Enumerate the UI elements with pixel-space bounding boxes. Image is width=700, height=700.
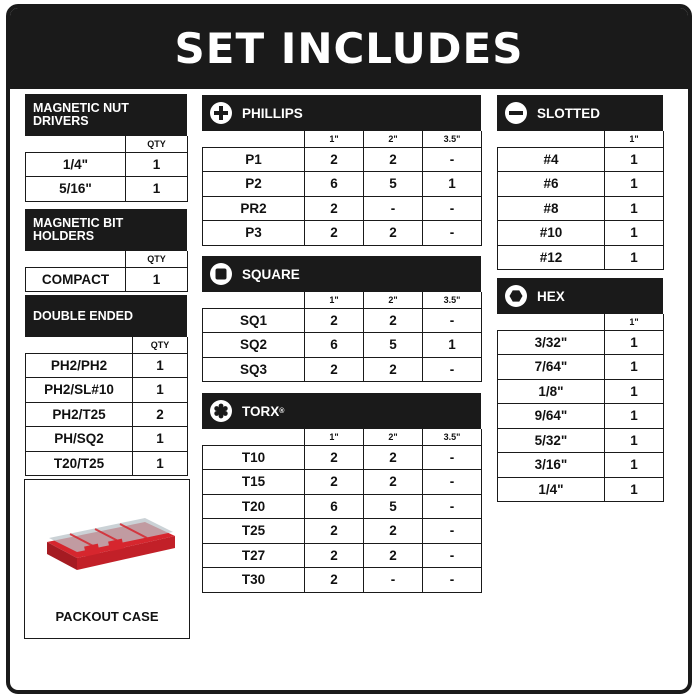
item-name-cell: T30 — [203, 568, 305, 593]
item-name-cell: PH2/SL#10 — [26, 378, 133, 403]
quantity-cell: - — [423, 147, 482, 172]
table-row — [203, 357, 482, 382]
item-name-cell: 1/8" — [498, 379, 605, 404]
double-ended-header: DOUBLE ENDED — [25, 295, 187, 337]
quantity-cell: 2 — [364, 147, 423, 172]
column-header-row — [26, 337, 188, 353]
table-row — [26, 177, 188, 202]
table-row — [498, 196, 664, 221]
quantity-cell: 1 — [126, 267, 188, 292]
table-row — [498, 330, 664, 355]
column-header-blank — [26, 251, 126, 267]
quantity-cell: 2 — [305, 519, 364, 544]
slotted-icon — [505, 102, 527, 124]
item-name-cell: #4 — [498, 147, 605, 172]
column-header: 3.5" — [423, 292, 482, 308]
item-name-cell: P3 — [203, 221, 305, 246]
quantity-cell: - — [423, 519, 482, 544]
table-row — [203, 196, 482, 221]
quantity-cell: - — [364, 196, 423, 221]
hex-label: HEX — [537, 288, 565, 304]
quantity-cell: 2 — [364, 543, 423, 568]
quantity-cell: 1 — [605, 453, 664, 478]
quantity-cell: 2 — [305, 147, 364, 172]
slotted-table — [497, 95, 663, 270]
item-name-cell: T20/T25 — [26, 451, 133, 476]
quantity-cell: 6 — [305, 494, 364, 519]
quantity-cell: 2 — [364, 221, 423, 246]
column-header-row — [26, 136, 188, 152]
column-header: 2" — [364, 292, 423, 308]
item-name-cell: PR2 — [203, 196, 305, 221]
table-row — [498, 221, 664, 246]
square-icon — [210, 263, 232, 285]
hex-icon — [505, 285, 527, 307]
square-table — [202, 256, 481, 382]
table-row — [498, 404, 664, 429]
table-row — [203, 543, 482, 568]
quantity-cell: 2 — [305, 445, 364, 470]
bit-holders-table — [25, 209, 187, 292]
quantity-cell: 2 — [305, 543, 364, 568]
quantity-cell: 2 — [305, 196, 364, 221]
item-name-cell: 5/16" — [26, 177, 126, 202]
quantity-cell: 1 — [605, 428, 664, 453]
table-row — [498, 453, 664, 478]
item-name-cell: #8 — [498, 196, 605, 221]
torx-table — [202, 393, 481, 593]
phillips-label: PHILLIPS — [242, 105, 303, 121]
item-name-cell: SQ2 — [203, 333, 305, 358]
table-row — [26, 451, 188, 476]
table-row — [203, 221, 482, 246]
table-row — [26, 402, 188, 427]
item-name-cell: PH/SQ2 — [26, 427, 133, 452]
quantity-cell: 1 — [126, 177, 188, 202]
column-header-blank — [203, 429, 305, 445]
table-row — [203, 147, 482, 172]
quantity-cell: 5 — [364, 333, 423, 358]
column-header: 3.5" — [423, 429, 482, 445]
quantity-cell: 1 — [605, 147, 664, 172]
quantity-cell: 1 — [605, 221, 664, 246]
quantity-cell: 2 — [364, 357, 423, 382]
quantity-cell: 1 — [133, 427, 188, 452]
column-header-row — [498, 314, 664, 330]
hex-table — [497, 278, 663, 502]
table-row — [203, 172, 482, 197]
nut-drivers-header: MAGNETIC NUT DRIVERS — [25, 94, 187, 136]
table-row — [26, 152, 188, 177]
quantity-cell: 1 — [605, 245, 664, 270]
slotted-label: SLOTTED — [537, 105, 600, 121]
quantity-cell: - — [364, 568, 423, 593]
item-name-cell: T10 — [203, 445, 305, 470]
quantity-cell: 1 — [605, 172, 664, 197]
column-header: 1" — [605, 131, 664, 147]
column-header-row — [498, 131, 664, 147]
table-row — [203, 445, 482, 470]
table-row — [203, 333, 482, 358]
phillips-icon — [210, 102, 232, 124]
quantity-cell: - — [423, 568, 482, 593]
table-row — [203, 568, 482, 593]
item-name-cell: SQ1 — [203, 308, 305, 333]
quantity-cell: 1 — [605, 379, 664, 404]
column-header: 1" — [605, 314, 664, 330]
quantity-cell: - — [423, 221, 482, 246]
item-name-cell: T25 — [203, 519, 305, 544]
quantity-cell: - — [423, 308, 482, 333]
title-banner — [10, 8, 688, 89]
item-name-cell: SQ3 — [203, 357, 305, 382]
page-title: SET INCLUDES — [174, 24, 524, 73]
quantity-cell: 1 — [133, 451, 188, 476]
quantity-cell: 2 — [305, 357, 364, 382]
table-row — [498, 355, 664, 380]
quantity-cell: 2 — [364, 519, 423, 544]
hex-header — [497, 278, 663, 314]
table-row — [498, 147, 664, 172]
square-header — [202, 256, 481, 292]
quantity-cell: 1 — [605, 404, 664, 429]
quantity-cell: 2 — [364, 470, 423, 495]
square-label: SQUARE — [242, 266, 300, 282]
slotted-header — [497, 95, 663, 131]
quantity-cell: - — [423, 494, 482, 519]
phillips-header — [202, 95, 481, 131]
column-header-blank — [203, 292, 305, 308]
quantity-cell: - — [423, 470, 482, 495]
table-row — [498, 379, 664, 404]
torx-trademark: ® — [279, 407, 285, 415]
item-name-cell: 7/64" — [498, 355, 605, 380]
quantity-cell: 2 — [305, 308, 364, 333]
quantity-cell: - — [423, 196, 482, 221]
column-header-row — [203, 429, 482, 445]
table-row — [26, 267, 188, 292]
quantity-cell: 5 — [364, 494, 423, 519]
column-header-blank — [498, 131, 605, 147]
column-header-row — [26, 251, 188, 267]
table-row — [26, 427, 188, 452]
column-header: 1" — [305, 131, 364, 147]
item-name-cell: 1/4" — [26, 152, 126, 177]
column-header: QTY — [126, 251, 188, 267]
item-name-cell: 9/64" — [498, 404, 605, 429]
item-name-cell: T15 — [203, 470, 305, 495]
quantity-cell: 1 — [423, 172, 482, 197]
quantity-cell: 1 — [605, 477, 664, 502]
table-row — [26, 353, 188, 378]
column-header-blank — [26, 337, 133, 353]
table-row — [203, 308, 482, 333]
quantity-cell: 2 — [133, 402, 188, 427]
column-header: 2" — [364, 131, 423, 147]
table-row — [203, 519, 482, 544]
item-name-cell: 5/32" — [498, 428, 605, 453]
quantity-cell: 2 — [305, 221, 364, 246]
torx-icon — [210, 400, 232, 422]
column-header: 1" — [305, 292, 364, 308]
column-header-blank — [203, 131, 305, 147]
table-row — [498, 245, 664, 270]
packout-case-image — [25, 490, 191, 600]
item-name-cell: 3/32" — [498, 330, 605, 355]
quantity-cell: 1 — [423, 333, 482, 358]
item-name-cell: 1/4" — [498, 477, 605, 502]
quantity-cell: 2 — [364, 445, 423, 470]
table-row — [203, 470, 482, 495]
quantity-cell: 5 — [364, 172, 423, 197]
column-header: QTY — [126, 136, 188, 152]
item-name-cell: 3/16" — [498, 453, 605, 478]
item-name-cell: T20 — [203, 494, 305, 519]
column-header-blank — [26, 136, 126, 152]
column-header: 3.5" — [423, 131, 482, 147]
quantity-cell: 1 — [133, 378, 188, 403]
item-name-cell: P1 — [203, 147, 305, 172]
quantity-cell: 2 — [305, 470, 364, 495]
double-ended-table — [25, 295, 187, 476]
quantity-cell: - — [423, 543, 482, 568]
column-header: 1" — [305, 429, 364, 445]
column-header-row — [203, 131, 482, 147]
packout-case-panel — [24, 479, 190, 639]
torx-label: TORX — [242, 403, 280, 419]
item-name-cell: PH2/PH2 — [26, 353, 133, 378]
quantity-cell: 6 — [305, 333, 364, 358]
table-row — [203, 494, 482, 519]
quantity-cell: - — [423, 445, 482, 470]
quantity-cell: - — [423, 357, 482, 382]
item-name-cell: #12 — [498, 245, 605, 270]
item-name-cell: #6 — [498, 172, 605, 197]
quantity-cell: 1 — [605, 355, 664, 380]
column-header-row — [203, 292, 482, 308]
column-header: QTY — [133, 337, 188, 353]
quantity-cell: 1 — [605, 196, 664, 221]
quantity-cell: 2 — [305, 568, 364, 593]
quantity-cell: 1 — [605, 330, 664, 355]
column-header: 2" — [364, 429, 423, 445]
item-name-cell: COMPACT — [26, 267, 126, 292]
item-name-cell: #10 — [498, 221, 605, 246]
nut-drivers-table — [25, 94, 187, 202]
quantity-cell: 1 — [133, 353, 188, 378]
quantity-cell: 1 — [126, 152, 188, 177]
quantity-cell: 2 — [364, 308, 423, 333]
table-row — [498, 428, 664, 453]
item-name-cell: P2 — [203, 172, 305, 197]
phillips-table — [202, 95, 481, 246]
torx-header — [202, 393, 481, 429]
table-row — [498, 172, 664, 197]
quantity-cell: 6 — [305, 172, 364, 197]
item-name-cell: PH2/T25 — [26, 402, 133, 427]
bit-holders-header: MAGNETIC BIT HOLDERS — [25, 209, 187, 251]
column-header-blank — [498, 314, 605, 330]
table-row — [26, 378, 188, 403]
item-name-cell: T27 — [203, 543, 305, 568]
packout-case-label: PACKOUT CASE — [55, 609, 159, 624]
table-row — [498, 477, 664, 502]
